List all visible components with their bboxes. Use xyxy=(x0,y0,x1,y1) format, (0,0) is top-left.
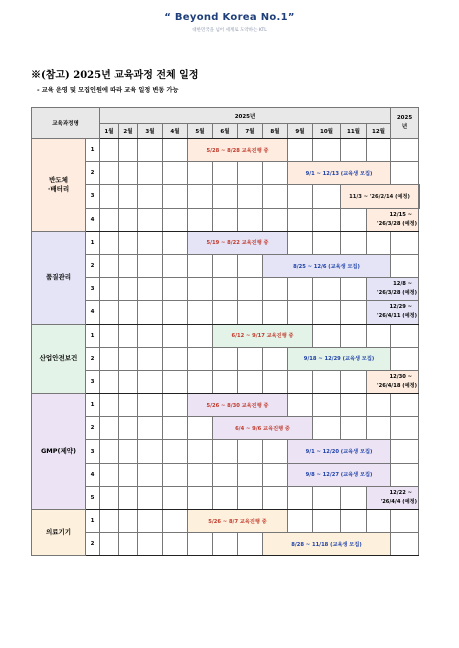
table-row xyxy=(32,347,420,370)
month-cell xyxy=(163,139,188,162)
month-cell xyxy=(119,231,138,254)
month-cell xyxy=(100,463,119,486)
month-cell xyxy=(188,417,213,440)
month-cell xyxy=(119,533,138,556)
table-header xyxy=(32,108,420,139)
month-cell xyxy=(367,324,391,347)
month-cell xyxy=(163,463,188,486)
month-cell xyxy=(288,370,313,393)
table-row xyxy=(32,440,420,463)
month-cell xyxy=(313,278,341,301)
next-year-cell xyxy=(391,254,419,277)
month-cell xyxy=(213,208,238,231)
month-cell xyxy=(238,463,263,486)
month-cell xyxy=(138,301,163,324)
month-cell xyxy=(188,463,213,486)
month-cell xyxy=(263,347,288,370)
month-cell xyxy=(263,463,288,486)
schedule-bar: 5/28 ~ 8/28 교육진행 중 xyxy=(188,139,288,162)
program-name xyxy=(32,324,86,394)
month-cell xyxy=(263,278,288,301)
next-year-schedule-line: '26/3/28 (예정) xyxy=(377,290,417,297)
month-cell xyxy=(213,347,238,370)
month-cell xyxy=(119,139,138,162)
month-cell xyxy=(100,185,119,208)
month-cell xyxy=(163,440,188,463)
next-year-cell xyxy=(391,463,419,486)
month-cell xyxy=(163,208,188,231)
month-cell xyxy=(163,486,188,509)
month-cell xyxy=(163,417,188,440)
cohort-number: 3 xyxy=(86,440,100,463)
program-name-line: 반도체 xyxy=(49,175,68,184)
next-year-schedule xyxy=(367,278,419,301)
month-cell xyxy=(263,185,288,208)
month-cell xyxy=(138,486,163,509)
month-cell xyxy=(288,486,313,509)
month-cell xyxy=(188,301,213,324)
month-cell xyxy=(341,301,367,324)
month-cell xyxy=(341,370,367,393)
next-year-schedule-line: 12/29 ~ xyxy=(389,304,412,311)
next-year-schedule-line: 12/22 ~ xyxy=(389,489,412,496)
next-year-cell xyxy=(391,139,419,162)
month-cell xyxy=(119,370,138,393)
cohort-number: 2 xyxy=(86,417,100,440)
month-cell xyxy=(188,254,213,277)
month-cell xyxy=(288,301,313,324)
next-year-schedule-line: 12/15 ~ xyxy=(389,211,412,218)
month-cell xyxy=(188,486,213,509)
month-cell xyxy=(138,162,163,185)
schedule-table xyxy=(31,107,420,556)
cohort-number: 1 xyxy=(86,139,100,162)
month-cell xyxy=(313,370,341,393)
program-name-line: ·배터리 xyxy=(47,184,70,193)
month-cell xyxy=(100,347,119,370)
month-cell xyxy=(163,533,188,556)
month-cell xyxy=(313,185,341,208)
next-year-cell xyxy=(391,533,419,556)
month-cell xyxy=(263,301,288,324)
month-header-2: 2월 xyxy=(119,124,138,139)
month-cell xyxy=(119,486,138,509)
next-year-cell xyxy=(391,417,419,440)
month-cell xyxy=(188,208,213,231)
month-cell xyxy=(100,510,119,533)
next-year-schedule-line: '26/4/4 (예정) xyxy=(380,498,417,505)
schedule-note: - 교육 운영 및 모집인원에 따라 교육 일정 변동 가능 xyxy=(37,87,179,94)
table-row xyxy=(32,278,420,301)
table-row xyxy=(32,162,420,185)
month-cell xyxy=(238,440,263,463)
schedule-bar: 9/1 ~ 12/13 (교육생 모집) xyxy=(288,162,391,185)
month-cell xyxy=(100,301,119,324)
schedule-bar: 5/19 ~ 8/22 교육진행 중 xyxy=(188,231,288,254)
month-cell xyxy=(119,185,138,208)
month-cell xyxy=(163,510,188,533)
month-cell xyxy=(238,254,263,277)
month-cell xyxy=(138,347,163,370)
program-name-line: 품질관리 xyxy=(45,273,72,282)
month-cell xyxy=(138,510,163,533)
cohort-number: 2 xyxy=(86,533,100,556)
schedule-bar: 6/12 ~ 9/17 교육진행 중 xyxy=(213,324,313,347)
next-year-schedule-line: 12/30 ~ xyxy=(389,373,412,380)
month-cell xyxy=(138,278,163,301)
month-cell xyxy=(238,533,263,556)
month-cell xyxy=(188,324,213,347)
month-cell xyxy=(341,231,367,254)
month-cell xyxy=(119,278,138,301)
month-cell xyxy=(100,278,119,301)
month-cell xyxy=(119,417,138,440)
month-cell xyxy=(313,394,341,417)
month-cell xyxy=(367,394,391,417)
month-cell xyxy=(138,139,163,162)
month-cell xyxy=(163,324,188,347)
next-year-schedule xyxy=(367,370,419,393)
month-cell xyxy=(288,208,313,231)
month-cell xyxy=(288,394,313,417)
month-cell xyxy=(138,370,163,393)
month-cell xyxy=(341,278,367,301)
month-header-12: 12월 xyxy=(367,124,391,139)
month-cell xyxy=(100,324,119,347)
month-header-4: 4월 xyxy=(163,124,188,139)
schedule-bar: 9/1 ~ 12/20 (교육생 모집) xyxy=(288,440,391,463)
month-cell xyxy=(313,417,341,440)
month-cell xyxy=(213,486,238,509)
month-cell xyxy=(163,347,188,370)
next-year-schedule xyxy=(367,486,419,509)
table-row xyxy=(32,463,420,486)
table-row xyxy=(32,417,420,440)
table-row xyxy=(32,139,420,162)
month-cell xyxy=(263,370,288,393)
schedule-bar: 8/25 ~ 12/6 (교육생 모집) xyxy=(263,254,391,277)
next-year-cell xyxy=(391,440,419,463)
month-header-11: 11월 xyxy=(341,124,367,139)
program-name-line: 산업안전보건 xyxy=(39,354,78,363)
month-cell xyxy=(313,324,341,347)
month-header-7: 7월 xyxy=(238,124,263,139)
month-cell xyxy=(138,533,163,556)
next-year-cell xyxy=(391,231,419,254)
next-year-cell xyxy=(391,324,419,347)
next-year-schedule xyxy=(367,208,419,231)
month-cell xyxy=(119,254,138,277)
table-row xyxy=(32,301,420,324)
month-cell xyxy=(119,301,138,324)
schedule-bar: 5/26 ~ 8/7 교육진행 중 xyxy=(188,510,288,533)
table-row xyxy=(32,370,420,393)
month-cell xyxy=(213,162,238,185)
month-cell xyxy=(188,162,213,185)
month-cell xyxy=(100,254,119,277)
month-cell xyxy=(367,510,391,533)
month-cell xyxy=(138,231,163,254)
month-cell xyxy=(138,324,163,347)
cohort-number: 2 xyxy=(86,254,100,277)
next-year-schedule-line: '26/4/18 (예정) xyxy=(377,382,417,389)
schedule-bar: 11/3 ~ '26/2/14 (예정) xyxy=(341,185,419,208)
schedule-bar: 9/18 ~ 12/29 (교육생 모집) xyxy=(288,347,391,370)
program-name-line: 의료기기 xyxy=(45,528,72,537)
next-year-cell xyxy=(391,347,419,370)
month-cell xyxy=(100,417,119,440)
program-name xyxy=(32,139,86,232)
next-year-number: 2025 xyxy=(396,115,413,121)
month-cell xyxy=(188,440,213,463)
month-cell xyxy=(213,278,238,301)
month-cell xyxy=(100,533,119,556)
cohort-number: 3 xyxy=(86,278,100,301)
month-cell xyxy=(163,185,188,208)
month-cell xyxy=(100,486,119,509)
month-cell xyxy=(119,440,138,463)
table-row xyxy=(32,254,420,277)
month-cell xyxy=(341,417,367,440)
month-cell xyxy=(313,208,341,231)
program-name-line: GMP(제약) xyxy=(40,447,77,456)
month-cell xyxy=(119,324,138,347)
next-year-schedule-line: '26/3/28 (예정) xyxy=(377,220,417,227)
month-header-9: 9월 xyxy=(288,124,313,139)
table-row xyxy=(32,231,420,254)
cohort-number: 1 xyxy=(86,231,100,254)
cohort-number: 3 xyxy=(86,370,100,393)
next-year-cell xyxy=(419,185,420,208)
cohort-number: 1 xyxy=(86,324,100,347)
month-cell xyxy=(213,185,238,208)
cohort-number: 4 xyxy=(86,301,100,324)
month-cell xyxy=(288,139,313,162)
month-cell xyxy=(367,417,391,440)
program-name xyxy=(32,394,86,510)
month-cell xyxy=(138,394,163,417)
month-cell xyxy=(238,162,263,185)
month-cell xyxy=(313,139,341,162)
table-row xyxy=(32,394,420,417)
month-cell xyxy=(313,510,341,533)
next-year-cell xyxy=(391,162,419,185)
next-year-schedule-line: '26/4/11 (예정) xyxy=(377,313,417,320)
month-cell xyxy=(163,301,188,324)
table-row xyxy=(32,324,420,347)
month-cell xyxy=(313,301,341,324)
cohort-number: 2 xyxy=(86,347,100,370)
month-cell xyxy=(188,278,213,301)
schedule-bar: 5/26 ~ 8/30 교육진행 중 xyxy=(188,394,288,417)
table-row xyxy=(32,185,420,208)
month-cell xyxy=(188,185,213,208)
cohort-number: 1 xyxy=(86,510,100,533)
cohort-number: 2 xyxy=(86,162,100,185)
month-cell xyxy=(163,162,188,185)
month-cell xyxy=(119,347,138,370)
cohort-number: 1 xyxy=(86,394,100,417)
schedule-bar: 9/8 ~ 12/27 (교육생 모집) xyxy=(288,463,391,486)
program-name xyxy=(32,231,86,324)
month-cell xyxy=(188,347,213,370)
month-cell xyxy=(263,486,288,509)
month-cell xyxy=(119,463,138,486)
month-cell xyxy=(163,394,188,417)
month-cell xyxy=(138,208,163,231)
month-cell xyxy=(138,185,163,208)
month-cell xyxy=(100,162,119,185)
month-cell xyxy=(313,486,341,509)
month-cell xyxy=(119,208,138,231)
month-header-5: 5월 xyxy=(188,124,213,139)
month-header-3: 3월 xyxy=(138,124,163,139)
month-cell xyxy=(213,533,238,556)
month-cell xyxy=(341,139,367,162)
month-cell xyxy=(119,162,138,185)
table-row xyxy=(32,486,420,509)
month-cell xyxy=(341,208,367,231)
next-year-cell xyxy=(391,394,419,417)
month-cell xyxy=(238,301,263,324)
month-cell xyxy=(163,370,188,393)
month-cell xyxy=(288,510,313,533)
month-cell xyxy=(213,301,238,324)
cohort-number: 3 xyxy=(86,185,100,208)
month-cell xyxy=(238,486,263,509)
program-name xyxy=(32,510,86,556)
month-cell xyxy=(100,440,119,463)
month-cell xyxy=(100,394,119,417)
month-header-1: 1월 xyxy=(100,124,119,139)
next-year-schedule-line: 12/8 ~ xyxy=(393,281,412,288)
month-cell xyxy=(341,486,367,509)
month-cell xyxy=(238,208,263,231)
next-year-schedule xyxy=(367,301,419,324)
month-cell xyxy=(341,394,367,417)
month-cell xyxy=(138,440,163,463)
table-row xyxy=(32,510,420,533)
month-cell xyxy=(288,185,313,208)
month-cell xyxy=(263,208,288,231)
month-cell xyxy=(163,254,188,277)
month-cell xyxy=(288,231,313,254)
next-year-cell xyxy=(391,510,419,533)
schedule-bar: 6/4 ~ 9/6 교육진행 중 xyxy=(213,417,313,440)
month-cell xyxy=(119,394,138,417)
month-cell xyxy=(341,324,367,347)
month-cell xyxy=(188,533,213,556)
month-cell xyxy=(213,254,238,277)
next-year-suffix: 년 xyxy=(401,124,408,130)
page-title: ※(참고) 2025년 교육과정 전체 일정 xyxy=(31,70,199,81)
month-cell xyxy=(100,139,119,162)
month-cell xyxy=(238,347,263,370)
month-cell xyxy=(213,463,238,486)
month-cell xyxy=(263,440,288,463)
month-cell xyxy=(100,231,119,254)
header-next-year xyxy=(391,108,419,139)
month-cell xyxy=(367,139,391,162)
month-cell xyxy=(100,370,119,393)
schedule-bar: 8/28 ~ 11/18 (교육생 모집) xyxy=(263,533,391,556)
month-cell xyxy=(263,162,288,185)
month-cell xyxy=(213,440,238,463)
month-cell xyxy=(163,231,188,254)
month-cell xyxy=(188,370,213,393)
month-cell xyxy=(163,278,188,301)
header-year: 2025년 xyxy=(100,108,391,124)
month-header-8: 8월 xyxy=(263,124,288,139)
brand-slogan: “ Beyond Korea No.1” xyxy=(164,12,295,23)
month-cell xyxy=(313,231,341,254)
month-cell xyxy=(367,231,391,254)
month-cell xyxy=(138,463,163,486)
month-cell xyxy=(288,278,313,301)
month-cell xyxy=(213,370,238,393)
cohort-number: 4 xyxy=(86,208,100,231)
month-cell xyxy=(138,254,163,277)
month-cell xyxy=(238,370,263,393)
month-cell xyxy=(238,185,263,208)
month-header-6: 6월 xyxy=(213,124,238,139)
month-cell xyxy=(138,417,163,440)
table-row xyxy=(32,533,420,556)
month-cell xyxy=(341,510,367,533)
brand-subtitle: 대한민국을 넘어 세계로 도약하는 KTL xyxy=(192,28,267,33)
cohort-number: 5 xyxy=(86,486,100,509)
month-cell xyxy=(238,278,263,301)
month-cell xyxy=(119,510,138,533)
header-program: 교육과정명 xyxy=(32,108,100,139)
month-cell xyxy=(100,208,119,231)
cohort-number: 4 xyxy=(86,463,100,486)
month-header-10: 10월 xyxy=(313,124,341,139)
table-row xyxy=(32,208,420,231)
